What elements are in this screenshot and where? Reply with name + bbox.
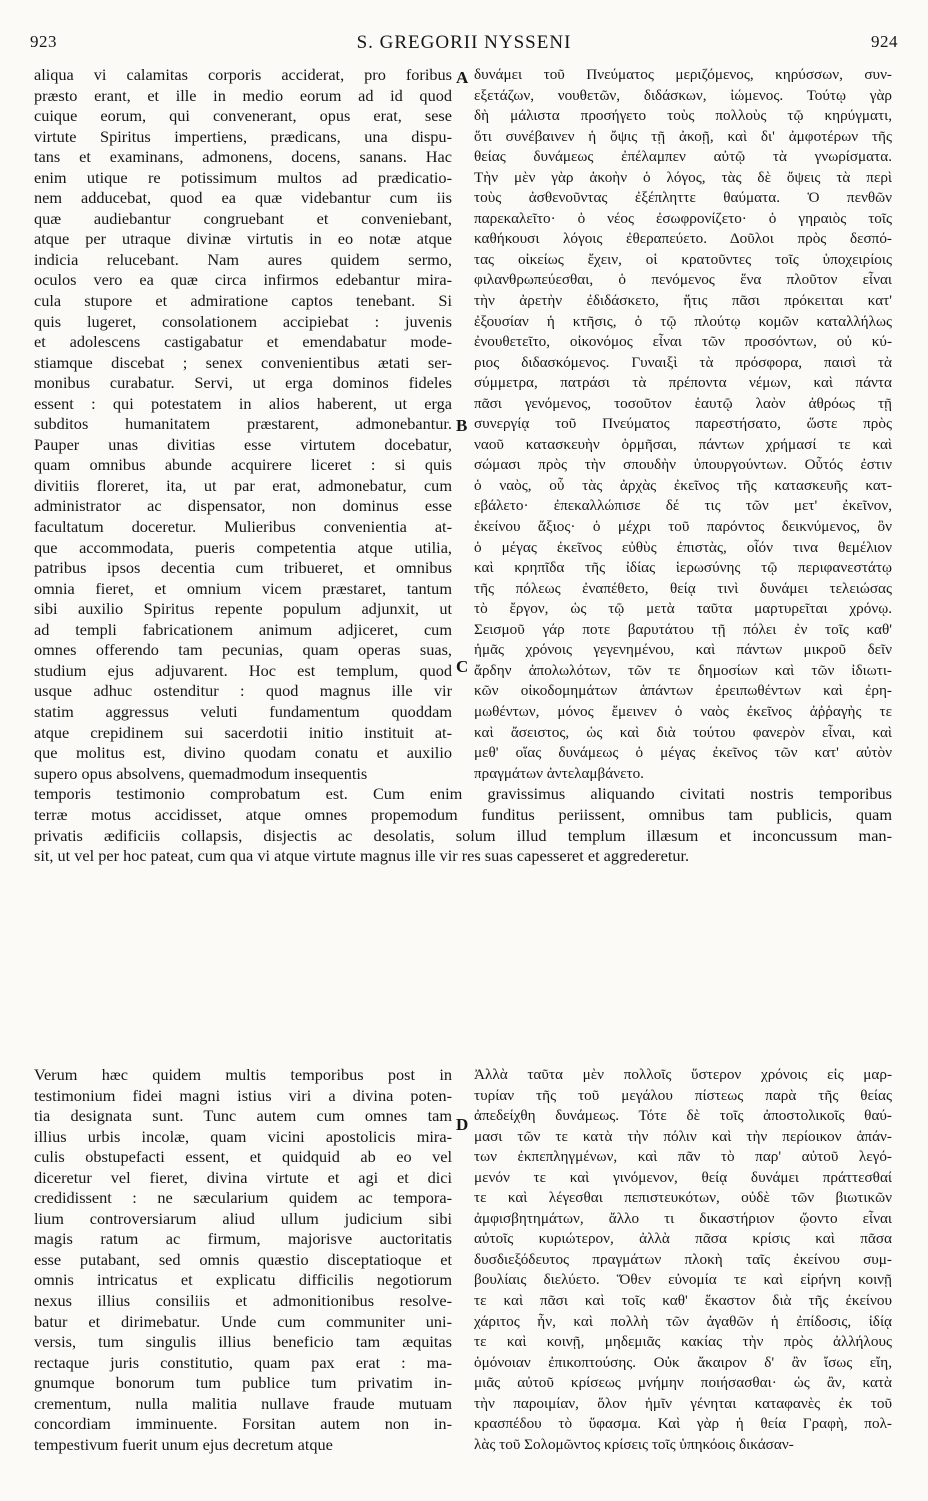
greek-text-line: μωθέντων, μόνος ἔμεινεν ὁ ναὸς ἐκεῖνος ἀῤῥαγὴς τε bbox=[474, 702, 892, 720]
latin-text-line: administrator ac dispensator, non dominus esse bbox=[34, 496, 452, 516]
greek-text-line: μενόν τε καὶ γινόμενον, θείᾳ δυνάμει πράττεσθαί bbox=[474, 1168, 892, 1186]
latin-text-line: atque crepidinem sui sacerdotii initio instituit at- bbox=[34, 722, 452, 742]
greek-text-line: αὐτοῖς κυριώτερον, ἀλλὰ πᾶσα κρίσις καὶ πᾶσα bbox=[474, 1230, 892, 1248]
latin-text-line: tans et examinans, admonens, docens, sanans. Hac bbox=[34, 147, 452, 167]
latin-text-line: enim utique re potissimum multos ad prædicatio- bbox=[34, 167, 452, 187]
latin-text-line: sibi auxilio Spiritus repente populum adjunxit, ut bbox=[34, 599, 452, 619]
latin-text-line: batur et dirimebatur. Unde cum communiter uni- bbox=[34, 1311, 452, 1331]
latin-text-line: rectaque juris constitutio, quam pax erat : ma- bbox=[34, 1352, 452, 1372]
section-marker-c: C bbox=[456, 657, 469, 676]
greek-text-line: καὶ κρηπῖδα τῆς ἰδίας ἱερωσύνης τῷ περιφανεστάτῳ bbox=[474, 559, 892, 577]
latin-text-line: stiamque discebat ; senex convenientibus ætati ser- bbox=[34, 352, 452, 372]
latin-column-top bbox=[34, 65, 452, 784]
latin-column-bottom bbox=[34, 1065, 452, 1455]
greek-text-line: τὴν παροιμίαν, ὅλον ἡμῖν γένηται καταφανὲς ἐκ τοῦ bbox=[474, 1394, 892, 1412]
latin-text-line: culis obstupefacti essent, et quidquid ab eo vel bbox=[34, 1147, 452, 1167]
section-marker-a: A bbox=[456, 68, 469, 87]
latin-text-line: tia designata sunt. Tunc autem cum omnes tam bbox=[34, 1106, 452, 1126]
greek-text-line: εβάλετο· ἐπεκαλλώπισε δέ τις τῶν μετ' ἐκεῖνον, bbox=[474, 497, 892, 515]
greek-text-line: βουλίαις διελύετο. Ὅθεν εὐνομία τε καὶ εἰρήνη κοινῇ bbox=[474, 1271, 892, 1289]
greek-text-line: ἀπεδείχθη δυνάμεως. Τότε δὲ τοῖς ἀποστολικοῖς θαύ- bbox=[474, 1107, 892, 1125]
greek-text-line: λὰς τοῦ Σολομῶντος κρίσεις τοῖς ὑπηκόοις δικάσαν- bbox=[474, 1435, 794, 1453]
greek-text-line: ὁμόνοιαν ἐπικοπτούσης. Οὐκ ἄκαιρον δ' ἂν ἴσως εἴη, bbox=[474, 1353, 892, 1371]
greek-text-line: συνεργίᾳ τοῦ Πνεύματος παρεστήσατο, ὥστε πρὸς bbox=[474, 415, 892, 433]
greek-text-line: ἄρδην ἀπολωλότων, τῶν τε δημοσίων καὶ τῶν ἰδιωτι- bbox=[474, 661, 892, 679]
latin-text-line: ad templi fabricationem animum adjiceret, cum bbox=[34, 619, 452, 639]
latin-text-line: studium ejus adjuvarent. Hoc est templum, quod bbox=[34, 660, 452, 680]
greek-text-line: τε καὶ λέγεσθαι πεπιστευκότων, οὐδὲ τῶν βιωτικῶν bbox=[474, 1189, 892, 1207]
greek-text-line: Ἀλλὰ ταῦτα μὲν πολλοῖς ὕστερον χρόνοις εἰς μαρ- bbox=[474, 1066, 892, 1083]
latin-text-line: concordiam imminuente. Forsitan autem non in- bbox=[34, 1414, 452, 1434]
greek-text-line: τὸ ἔργον, ὡς τῷ μετὰ ταῦτα μαρτυρεῖται χρόνῳ. bbox=[474, 600, 892, 618]
latin-text-line: aliqua vi calamitas corporis acciderat, pro foribus bbox=[34, 65, 452, 84]
latin-text-line: omnia fieret, et omnium vicem præstaret, tantum bbox=[34, 578, 452, 598]
greek-text-line: ναοῦ κατασκευὴν ὁρμῆσαι, πάντων χρήμασί τε καὶ bbox=[474, 435, 892, 453]
latin-text-line: tempestivum fuerit unum ejus decretum atque bbox=[34, 1434, 333, 1454]
greek-text-line: ριος διδασκόμενος. Γυναιξὶ τὰ πρόσφορα, παισὶ τὰ bbox=[474, 353, 892, 371]
latin-full-width-paragraph bbox=[34, 784, 892, 867]
latin-text-line: patribus ipsos decentia cum tribueret, et omnibus bbox=[34, 558, 452, 578]
latin-text-line: cuique eorum, qui convenerant, opus erat, sese bbox=[34, 106, 452, 126]
latin-text-line: credidissent : ne sæcularium quidem ac tempora- bbox=[34, 1188, 452, 1208]
latin-text-line: que molitus est, divino quodam conatu et auxilio bbox=[34, 743, 452, 763]
latin-text-line: diceretur vel fieret, divina virtute et agi et dici bbox=[34, 1167, 452, 1187]
latin-text-line: subditos humanitatem præstarent, admonebantur. bbox=[34, 414, 452, 434]
latin-text-line: monibus curabatur. Servi, ut erga dominos fideles bbox=[34, 373, 452, 393]
latin-text-line: quæ audiebantur congruebant et conveniebant, bbox=[34, 208, 452, 228]
latin-text-line: virtute Spiritus impertiens, prædicans, una dispu- bbox=[34, 126, 452, 146]
latin-text-line: Verum hæc quidem multis temporibus post in bbox=[34, 1065, 452, 1084]
latin-text-line: quam omnibus abunde acquirere liceret : si quis bbox=[34, 455, 452, 475]
greek-text-line: των ἐκπεπληγμένων, καὶ πᾶν τὸ παρ' αὐτοῦ λεγό- bbox=[474, 1148, 892, 1166]
greek-text-line: χάριτος ἦν, καὶ πολλὴ τῶν ἀγαθῶν ἡ ἐπίδοσις, ἰδίᾳ bbox=[474, 1312, 892, 1330]
greek-text-line: ἀμφισβητημάτων, ἄλλο τι δικαστήριον ᾤοντο εἶναι bbox=[474, 1209, 892, 1227]
latin-text-line: gnumque bonorum tum publice tum privatim in- bbox=[34, 1373, 452, 1393]
latin-text-line: Pauper unas divitias esse virtutem docebatur, bbox=[34, 434, 452, 454]
greek-text-line: Τὴν μὲν γὰρ ἀκοὴν ὁ λόγος, τὰς δὲ ὄψεις τὰ περὶ bbox=[474, 168, 892, 186]
latin-text-line: temporis testimonio comprobatum est. Cum enim gravissimus aliquando civitati nostris temporibus bbox=[34, 784, 892, 803]
running-title: S. GREGORII NYSSENI bbox=[356, 32, 572, 53]
greek-text-line: μεθ' οἵας δυνάμεως ὁ μέγας ἐκεῖνος τῶν κατ' αὐτὸν bbox=[474, 744, 892, 762]
greek-text-line: τὴν ἀρετὴν ἐδιδάσκετο, ἥτις πᾶσι πρόκειται κατ' bbox=[474, 292, 892, 310]
section-marker-d: D bbox=[456, 1115, 469, 1134]
latin-text-line: usque adhuc ostenditur : quod magnus ille vir bbox=[34, 681, 452, 701]
latin-text-line: magis ratum ac firmum, majorisve auctoritatis bbox=[34, 1229, 452, 1249]
latin-text-line: statim aggressus veluti fundamentum quoddam bbox=[34, 701, 452, 721]
latin-text-line: atque per utraque divinæ virtutis in eo notæ atque bbox=[34, 229, 452, 249]
latin-text-line: que accommodata, pueris competentia atque utilia, bbox=[34, 537, 452, 557]
latin-text-line: esse putabant, sed omnis quæstio disceptatioque et bbox=[34, 1249, 452, 1269]
greek-text-line: Σεισμοῦ γάρ ποτε βαρυτάτου τῇ πόλει ἐν τοῖς καθ' bbox=[474, 620, 892, 638]
latin-text-line: quis lugeret, consolationem accipiebat : juvenis bbox=[34, 311, 452, 331]
greek-text-line: κῶν οἰκοδομημάτων ἁπάντων ἐρειπωθέντων καὶ ἐρη- bbox=[474, 682, 892, 700]
greek-text-line: ὁ ναὸς, οὗ τὰς ἀρχὰς ἐκεῖνος τῆς κατασκευῆς κατ- bbox=[474, 476, 892, 494]
greek-text-line: ἐνουθετεῖτο, οἰκονόμος εἶναι τῶν προσόντων, οὐ κύ- bbox=[474, 333, 892, 351]
latin-text-line: supero opus absolvens, quemadmodum insequentis bbox=[34, 763, 368, 783]
greek-text-line: ὁ μέγας ἐκεῖνος εὐθὺς ἐπιστὰς, οἷόν τινα θεμέλιον bbox=[474, 538, 892, 556]
greek-text-line: ἡμᾶς χρόνοις γεγενημένου, καὶ πάντων μικροῦ δεῖν bbox=[474, 641, 892, 659]
latin-text-line: nexus illius consiliis et admonitionibus resolve- bbox=[34, 1291, 452, 1311]
greek-text-line: μασι τῶν τε κατὰ τὴν πόλιν καὶ τὴν περίοικον ἁπάν- bbox=[474, 1127, 892, 1145]
latin-text-line: versis, tum singulis illius beneficio tam æquitas bbox=[34, 1332, 452, 1352]
greek-text-line: δυνάμει τοῦ Πνεύματος μεριζόμενος, κηρύσσων, συν- bbox=[474, 66, 892, 83]
latin-text-line: oculos vero ea quæ circa infirmos edebantur mira- bbox=[34, 270, 452, 290]
latin-text-line: illius urbis incolæ, quam vicini apostolicis mira- bbox=[34, 1126, 452, 1146]
latin-text-line: cula stupore et admiratione captos tenebant. Si bbox=[34, 291, 452, 311]
greek-text-line: παρεκαλεῖτο· ὁ νέος ἐσωφρονίζετο· ὁ γηραιὸς τοῖς bbox=[474, 209, 892, 227]
latin-text-line: facultatum doceretur. Mulieribus convenientia at- bbox=[34, 517, 452, 537]
greek-column-top bbox=[474, 65, 892, 784]
greek-column-bottom bbox=[474, 1065, 892, 1455]
greek-text-line: σώμασι πρὸς τὴν σπουδὴν ὑπουργούντων. Οὗτός ἐστιν bbox=[474, 456, 892, 474]
greek-text-line: τε καὶ πᾶσι καὶ τοῖς καθ' ἕκαστον διὰ τῆς ἐκείνου bbox=[474, 1292, 892, 1310]
greek-text-line: κρασπέδου τὸ ὕφασμα. Καὶ γὰρ ἡ θεία Γραφὴ, πολ- bbox=[474, 1415, 892, 1433]
left-page-number: 923 bbox=[30, 32, 57, 51]
greek-text-line: ὅτι συνέβαινεν ἡ ὄψις τῇ ἀκοῇ, καὶ δι' ἀμφοτέρων τῆς bbox=[474, 127, 892, 145]
right-page-number: 924 bbox=[871, 32, 898, 51]
latin-text-line: terræ motus accidisset, atque omnes propemodum funditus periissent, omnibus tam publicis, quam bbox=[34, 804, 892, 824]
latin-text-line: privatis ædificiis collapsis, disjectis ac desolatis, solum illud templum illæsum et inconcussum man- bbox=[34, 825, 892, 845]
greek-text-line: σύμμετρα, πατράσι τὰ πρέποντα νέμων, καὶ πάντα bbox=[474, 374, 892, 392]
greek-text-line: καθήκουσι λόγοις ἐθεραπεύετο. Δοῦλοι πρὸς δεσπό- bbox=[474, 230, 892, 248]
latin-text-line: præsto erant, et ille in medio eorum ad id quod bbox=[34, 85, 452, 105]
latin-text-line: omnis intricatus et explicatu difficilis negotiorum bbox=[34, 1270, 452, 1290]
latin-text-line: testimonium fidei magni istius viri a divina poten- bbox=[34, 1085, 452, 1105]
greek-text-line: καὶ ἄσειστος, ὡς καὶ διὰ τούτου φανερὸν εἶναι, καὶ bbox=[474, 723, 892, 741]
greek-text-line: τας οἰκείως ἔχειν, οἱ κρατοῦντες τοῖς ὑποχειρίοις bbox=[474, 250, 892, 268]
latin-text-line: omnes offerendo tam pecunias, quam operas suas, bbox=[34, 640, 452, 660]
latin-text-line: indicia relucebant. Nam aures quidem sermo, bbox=[34, 249, 452, 269]
greek-text-line: τῆς πόλεως ἐναπέθετο, θείᾳ τινὶ δυνάμει τελειώσας bbox=[474, 579, 892, 597]
greek-text-line: ἐκείνου ἄξιος· ὁ μέχρι τοῦ παρόντος δεικνύμενος, ὃν bbox=[474, 518, 892, 536]
latin-text-line: crementum, nulla malitia nullave fraude mutuam bbox=[34, 1393, 452, 1413]
latin-text-line: essent : qui potestatem in alios haberent, ut erga bbox=[34, 393, 452, 413]
greek-text-line: πᾶσι γενόμενος, τοσοῦτον ἑαυτῷ λαὸν ἀθρόως τῇ bbox=[474, 394, 892, 412]
greek-text-line: τυρίαν τῆς τοῦ μεγάλου πίστεως παρὰ τῆς θείας bbox=[474, 1086, 892, 1104]
greek-text-line: εξετάζων, νουθετῶν, διδάσκων, ἰώμενος. Τούτῳ γὰρ bbox=[474, 86, 892, 104]
greek-text-line: ἐξουσίαν ἡ κτῆσις, ὁ τῷ πλούτῳ κομῶν καταλλήλως bbox=[474, 312, 892, 330]
greek-text-line: φιλανθρωπεύεσθαι, ὁ πενόμενος ἕνα πλοῦτον εἶναι bbox=[474, 271, 892, 289]
greek-text-line: δυσδιεξόδευτος πραγμάτων πλοκὴ ταῖς ἐκείνου συμ- bbox=[474, 1250, 892, 1268]
section-marker-b: B bbox=[456, 416, 468, 435]
latin-text-line: divitiis floreret, ita, ut par erat, admonebatur, cum bbox=[34, 475, 452, 495]
running-header bbox=[0, 32, 928, 58]
greek-text-line: θείας δυνάμεως ἐπέλαμπεν αὐτῷ τὰ γνωρίσματα. bbox=[474, 148, 892, 166]
greek-text-line: δὴ μάλιστα προσήγετο τοὺς πολλοὺς τῷ κηρύγματι, bbox=[474, 107, 892, 125]
latin-text-line: sit, ut vel per hoc pateat, cum qua vi atque virtute magnus ille vir res suas capesseret et aggrederetur. bbox=[34, 846, 690, 866]
latin-text-line: et adolescens castigabatur et emendabatur mode- bbox=[34, 332, 452, 352]
greek-text-line: τοὺς ἀσθενοῦντας ἐξέπληττε θαύματα. Ὁ πενθῶν bbox=[474, 189, 892, 207]
latin-text-line: nem adducebat, quod ea quæ videbantur cum iis bbox=[34, 188, 452, 208]
greek-text-line: μιᾶς αὐτοῦ κρίσεως μνήμην ποιήσασθαι· ὡς ἂν, κατὰ bbox=[474, 1374, 892, 1392]
latin-text-line: lium controversiarum aliud ullum judicium sibi bbox=[34, 1208, 452, 1228]
greek-text-line: πραγμάτων ἀντελαμβάνετο. bbox=[474, 764, 644, 782]
greek-text-line: τε καὶ κοινῇ, μηδεμιᾶς κακίας τὴν πρὸς ἀλλήλους bbox=[474, 1333, 892, 1351]
